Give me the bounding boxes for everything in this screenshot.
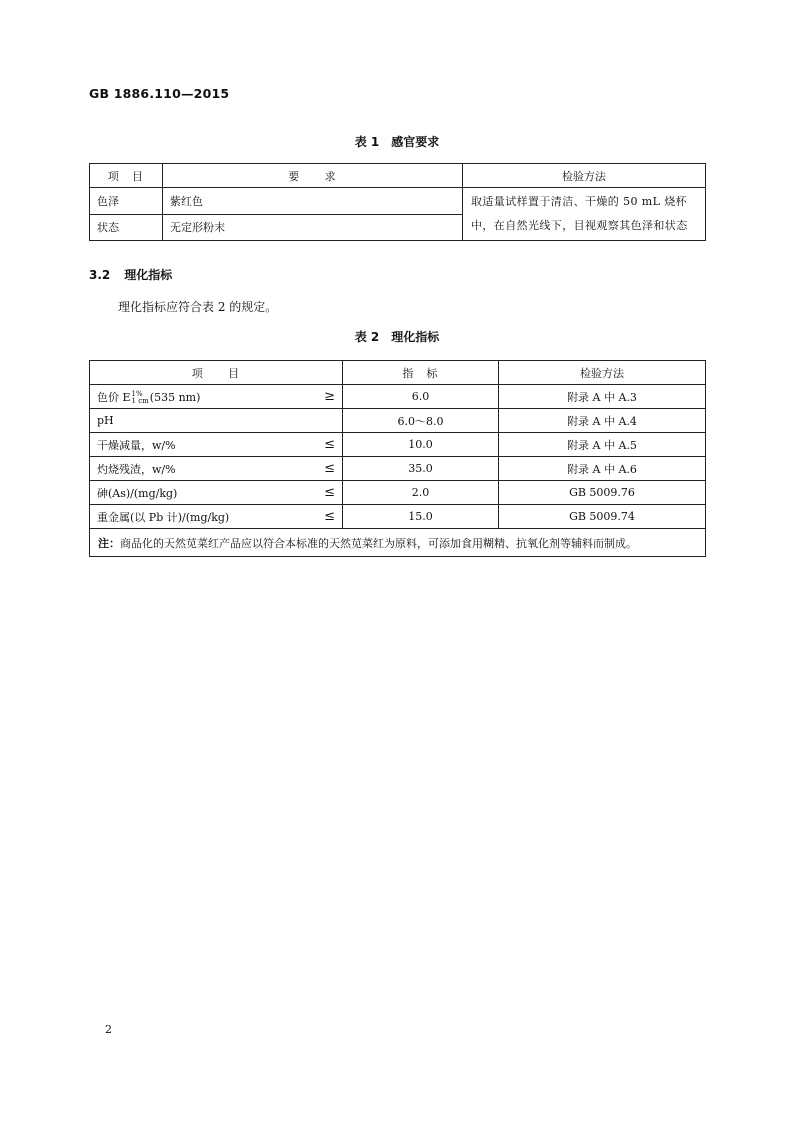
item-label: 灼烧残渣，w/%: [97, 462, 176, 476]
wavelength: (535 nm): [149, 390, 201, 404]
col-header-method: 检验方法: [463, 164, 706, 188]
row-method: GB 5009.76: [499, 481, 706, 505]
comparison-symbol: ≤: [324, 484, 335, 500]
col-header-item: 项 目: [90, 361, 343, 385]
row-method: 附录 A 中 A.5: [499, 433, 706, 457]
table2-caption-number: 表 2: [354, 330, 380, 344]
row-item: [90, 409, 343, 433]
row-value: 2.0: [343, 481, 499, 505]
subscript: 1 cm: [131, 396, 149, 405]
row-item: 色泽: [90, 188, 163, 215]
section-paragraph: 理化指标应符合表 2 的规定。: [118, 300, 278, 314]
section-title: 理化指标: [124, 268, 173, 282]
row-item: [90, 457, 343, 481]
comparison-symbol: ≥: [324, 388, 335, 404]
col-header-requirement: 要 求: [163, 164, 463, 188]
table-row: [90, 481, 706, 505]
note-text: 商品化的天然苋菜红产品应以符合本标准的天然苋菜红为原料，可添加食用糊精、抗氧化剂等辅料而制成。: [120, 536, 637, 550]
row-item: [90, 481, 343, 505]
row-method: 附录 A 中 A.4: [499, 409, 706, 433]
table1-caption-title: 感官要求: [391, 135, 440, 149]
item-label: pH: [97, 414, 114, 427]
row-item: [90, 505, 343, 529]
section-heading: [89, 266, 172, 283]
item-label: 砷(As)/(mg/kg): [97, 486, 178, 500]
row-value: 35.0: [343, 457, 499, 481]
table2-caption-title: 理化指标: [391, 330, 440, 344]
row-value: 15.0: [343, 505, 499, 529]
row-method: 附录 A 中 A.3: [499, 385, 706, 409]
table1-caption: [0, 133, 794, 150]
table-row: [90, 457, 706, 481]
row-value: 6.0: [343, 385, 499, 409]
col-header-method: 检验方法: [499, 361, 706, 385]
superscript-subscript: [132, 391, 149, 405]
row-requirement: 紫红色: [163, 188, 463, 215]
table-row: [90, 188, 706, 215]
superscript: 1%: [131, 389, 143, 398]
col-header-item: 项 目: [90, 164, 163, 188]
color-value-label: 色价 E: [97, 390, 131, 404]
row-item: 状态: [90, 214, 163, 241]
table-row: [90, 385, 706, 409]
col-header-indicator: 指 标: [343, 361, 499, 385]
note-label: 注：: [98, 536, 120, 550]
table2-caption: [0, 328, 794, 345]
table-row: [90, 409, 706, 433]
standard-number: GB 1886.110—2015: [89, 86, 230, 101]
page-number: 2: [105, 1023, 112, 1036]
row-item: [90, 385, 343, 409]
row-item: [90, 433, 343, 457]
row-value: 6.0～8.0: [343, 409, 499, 433]
table-note: [90, 529, 706, 557]
physicochemical-indicators-table: [89, 360, 706, 557]
table-row: [90, 433, 706, 457]
comparison-symbol: ≤: [324, 460, 335, 476]
table-row: [90, 505, 706, 529]
row-method: GB 5009.74: [499, 505, 706, 529]
row-requirement: 无定形粉末: [163, 214, 463, 241]
table-header-row: [90, 361, 706, 385]
row-value: 10.0: [343, 433, 499, 457]
item-label: 干燥减量，w/%: [97, 438, 176, 452]
sensory-requirements-table: [89, 163, 706, 241]
comparison-symbol: ≤: [324, 508, 335, 524]
inspection-method-cell: 取适量试样置于清洁、干燥的 50 mL 烧杯中，在自然光线下，目视观察其色泽和状态: [463, 188, 706, 241]
item-label: 重金属(以 Pb 计)/(mg/kg): [97, 510, 230, 524]
row-method: 附录 A 中 A.6: [499, 457, 706, 481]
table1-caption-number: 表 1: [354, 135, 380, 149]
section-number: 3.2: [89, 268, 111, 282]
table-header-row: [90, 164, 706, 188]
comparison-symbol: ≤: [324, 436, 335, 452]
table-note-row: [90, 529, 706, 557]
